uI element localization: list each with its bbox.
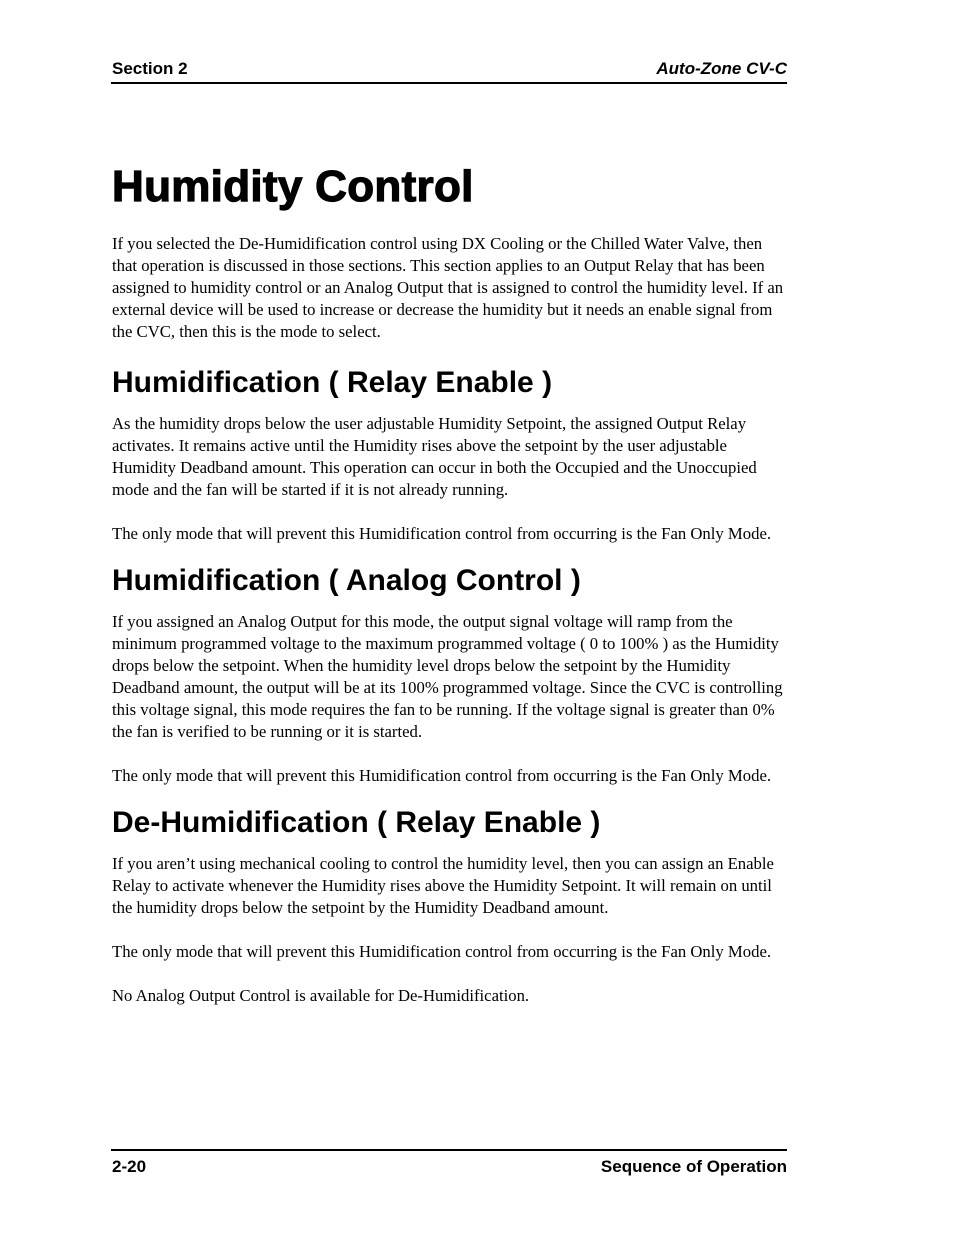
header-product-name: Auto-Zone CV-C: [656, 59, 787, 78]
section-paragraph: The only mode that will prevent this Humidification control from occurring is the Fan Only Mode.: [112, 942, 772, 961]
section-heading-humidification-analog: Humidification ( Analog Control ): [112, 564, 581, 597]
section-heading-humidification-relay: Humidification ( Relay Enable ): [112, 366, 553, 399]
intro-paragraph: If you selected the De-Humidification control using DX Cooling or the Chilled Water Valve, then that operation is discussed in those sections. This section applies to an Output Relay that has been assigned to humidity control or an Analog Output that is assigned to control the humidity level. If an external device will be used to increase or decrease the humidity but it needs an enable signal from the CVC, then this is the mode to select.: [112, 234, 784, 341]
footer-page-number: 2-20: [112, 1157, 147, 1176]
section-paragraph: The only mode that will prevent this Humidification control from occurring is the Fan Only Mode.: [112, 524, 772, 543]
header-section-label: Section 2: [112, 59, 188, 78]
page-content: [112, 160, 788, 1029]
page-title: Humidity Control: [112, 162, 474, 211]
page-header: [111, 56, 787, 84]
section-paragraph: If you assigned an Analog Output for this mode, the output signal voltage will ramp from the minimum programmed voltage to the maximum programmed voltage ( 0 to 100% ) as the Humidity drops below the setpoint. When the humidity level drops below the setpoint by the Humidity Deadband amount, the output will be at its 100% programmed voltage. Since the CVC is controlling this voltage signal, this mode requires the fan to be running. If the voltage signal is greater than 0% the fan is verified to be running or it is started.: [112, 612, 783, 741]
page-footer: [111, 1149, 787, 1179]
footer-chapter-title: Sequence of Operation: [600, 1157, 787, 1176]
section-paragraph: The only mode that will prevent this Humidification control from occurring is the Fan Only Mode.: [112, 766, 772, 785]
section-paragraph: If you aren’t using mechanical cooling to control the humidity level, then you can assign an Enable Relay to activate whenever the Humidity rises above the Humidity Setpoint. It will remain on until the humidity drops below the setpoint by the Humidity Deadband amount.: [112, 854, 774, 917]
section-paragraph: As the humidity drops below the user adjustable Humidity Setpoint, the assigned Output Relay activates. It remains active until the Humidity rises above the setpoint by the user adjustable Humidity Deadband amount. This operation can occur in both the Occupied and the Unoccupied mode and the fan will be started if it is not already running.: [112, 414, 757, 499]
section-paragraph: No Analog Output Control is available for De-Humidification.: [112, 986, 530, 1005]
section-heading-dehumidification-relay: De-Humidification ( Relay Enable ): [112, 806, 601, 839]
